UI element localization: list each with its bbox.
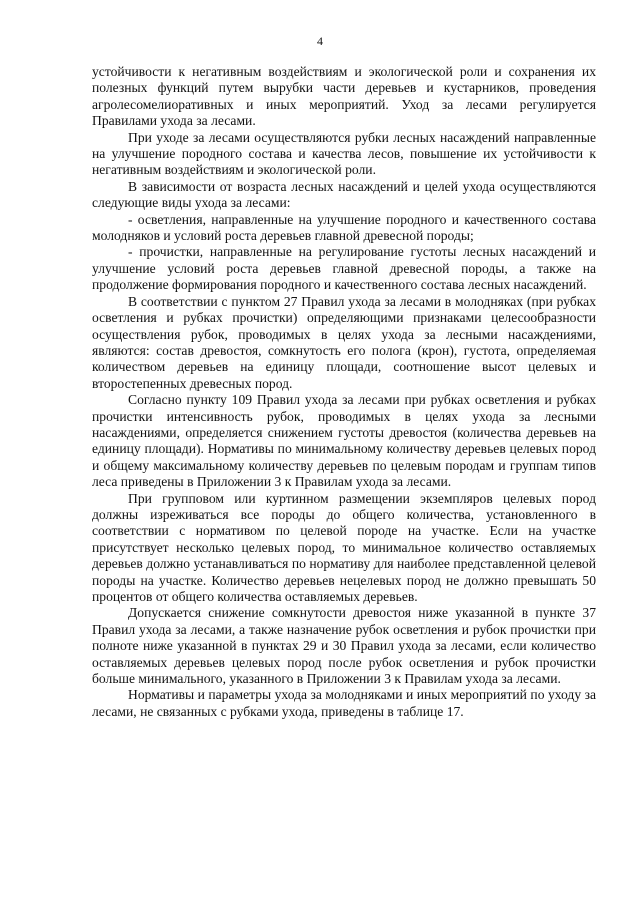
paragraph-group-placement: При групповом или куртинном размещении экземпляров целевых пород должны изреживаться все породы до общего количества, установленного в соответствии с нормативом по целевой породе на участке. Если на участке присутствует несколько целевых пород, то минимальное количество оставляемых деревьев должно устанавливаться по нормативу для наиболее представленной целевой породы на участке. Количество деревьев нецелевых пород не должно превышать 50 процентов от общего количества оставляемых деревьев.	[92, 490, 596, 604]
paragraph-table-reference: Нормативы и параметры ухода за молодняками и иных мероприятий по уходу за лесами, не связанных с рубками ухода, приведены в таблице 17.	[92, 687, 596, 719]
list-item-clarification: - осветления, направленные на улучшение породного и качественного состава молодняков и условий роста деревьев главной древесной породы;	[92, 211, 596, 244]
paragraph-continuation: устойчивости к негативным воздействиям и экологической роли и сохранения их полезных функций путем вырубки части деревьев и кустарников, проведения агролесомелиоративных и иных мероприятий. Уход за лесами регулируется Правилами ухода за лесами.	[92, 64, 596, 129]
paragraph-density-reduction: Допускается снижение сомкнутости древостоя ниже указанной в пункте 37 Правил ухода за лесами, а также назначение рубок осветления и рубок прочистки при полноте ниже указанной в пунктах 29 и 30 Правил ухода за лесами, если количество оставляемых деревьев целевых пород после рубок осветления и рубок прочистки больше минимального, указанного в Приложении 3 к Правилам ухода за лесами.	[92, 605, 596, 687]
paragraph-care-types-intro: В зависимости от возраста лесных насаждений и целей ухода осуществляются следующие виды ухода за лесами:	[92, 178, 596, 211]
document-body	[92, 64, 596, 720]
list-item-cleaning: - прочистки, направленные на регулирование густоты лесных насаждений и улучшение условий роста деревьев главной древесной породы, а также на продолжение формирования породного и качественного состава лесных насаждений.	[92, 244, 596, 293]
paragraph-point-109: Согласно пункту 109 Правил ухода за лесами при рубках осветления и рубках прочистки интенсивность рубок, проводимых в целях ухода за лесными насаждениями, определяется снижением густоты древостоя (количества деревьев на единицу площади). Нормативы по минимальному количеству деревьев целевых пород и общему максимальному количеству деревьев по целевым породам и группам типов леса приведены в Приложении 3 к Правилам ухода за лесами.	[92, 392, 596, 490]
paragraph-point-27: В соответствии с пунктом 27 Правил ухода за лесами в молодняках (при рубках осветления и рубках прочистки) определяющими признаками целесообразности осуществления рубок, проводимых в целях ухода за лесными насаждениями, являются: состав древостоя, сомкнутость его полога (крон), густота, определяемая количеством деревьев на единицу площади, соотношение высот целевых и второстепенных древесных пород.	[92, 293, 596, 391]
paragraph-thinning-purpose: При уходе за лесами осуществляются рубки лесных насаждений направленные на улучшение породного состава и качества лесов, повышение их устойчивости к негативным воздействиям и экологической роли.	[92, 129, 596, 178]
page-number: 4	[317, 34, 323, 48]
